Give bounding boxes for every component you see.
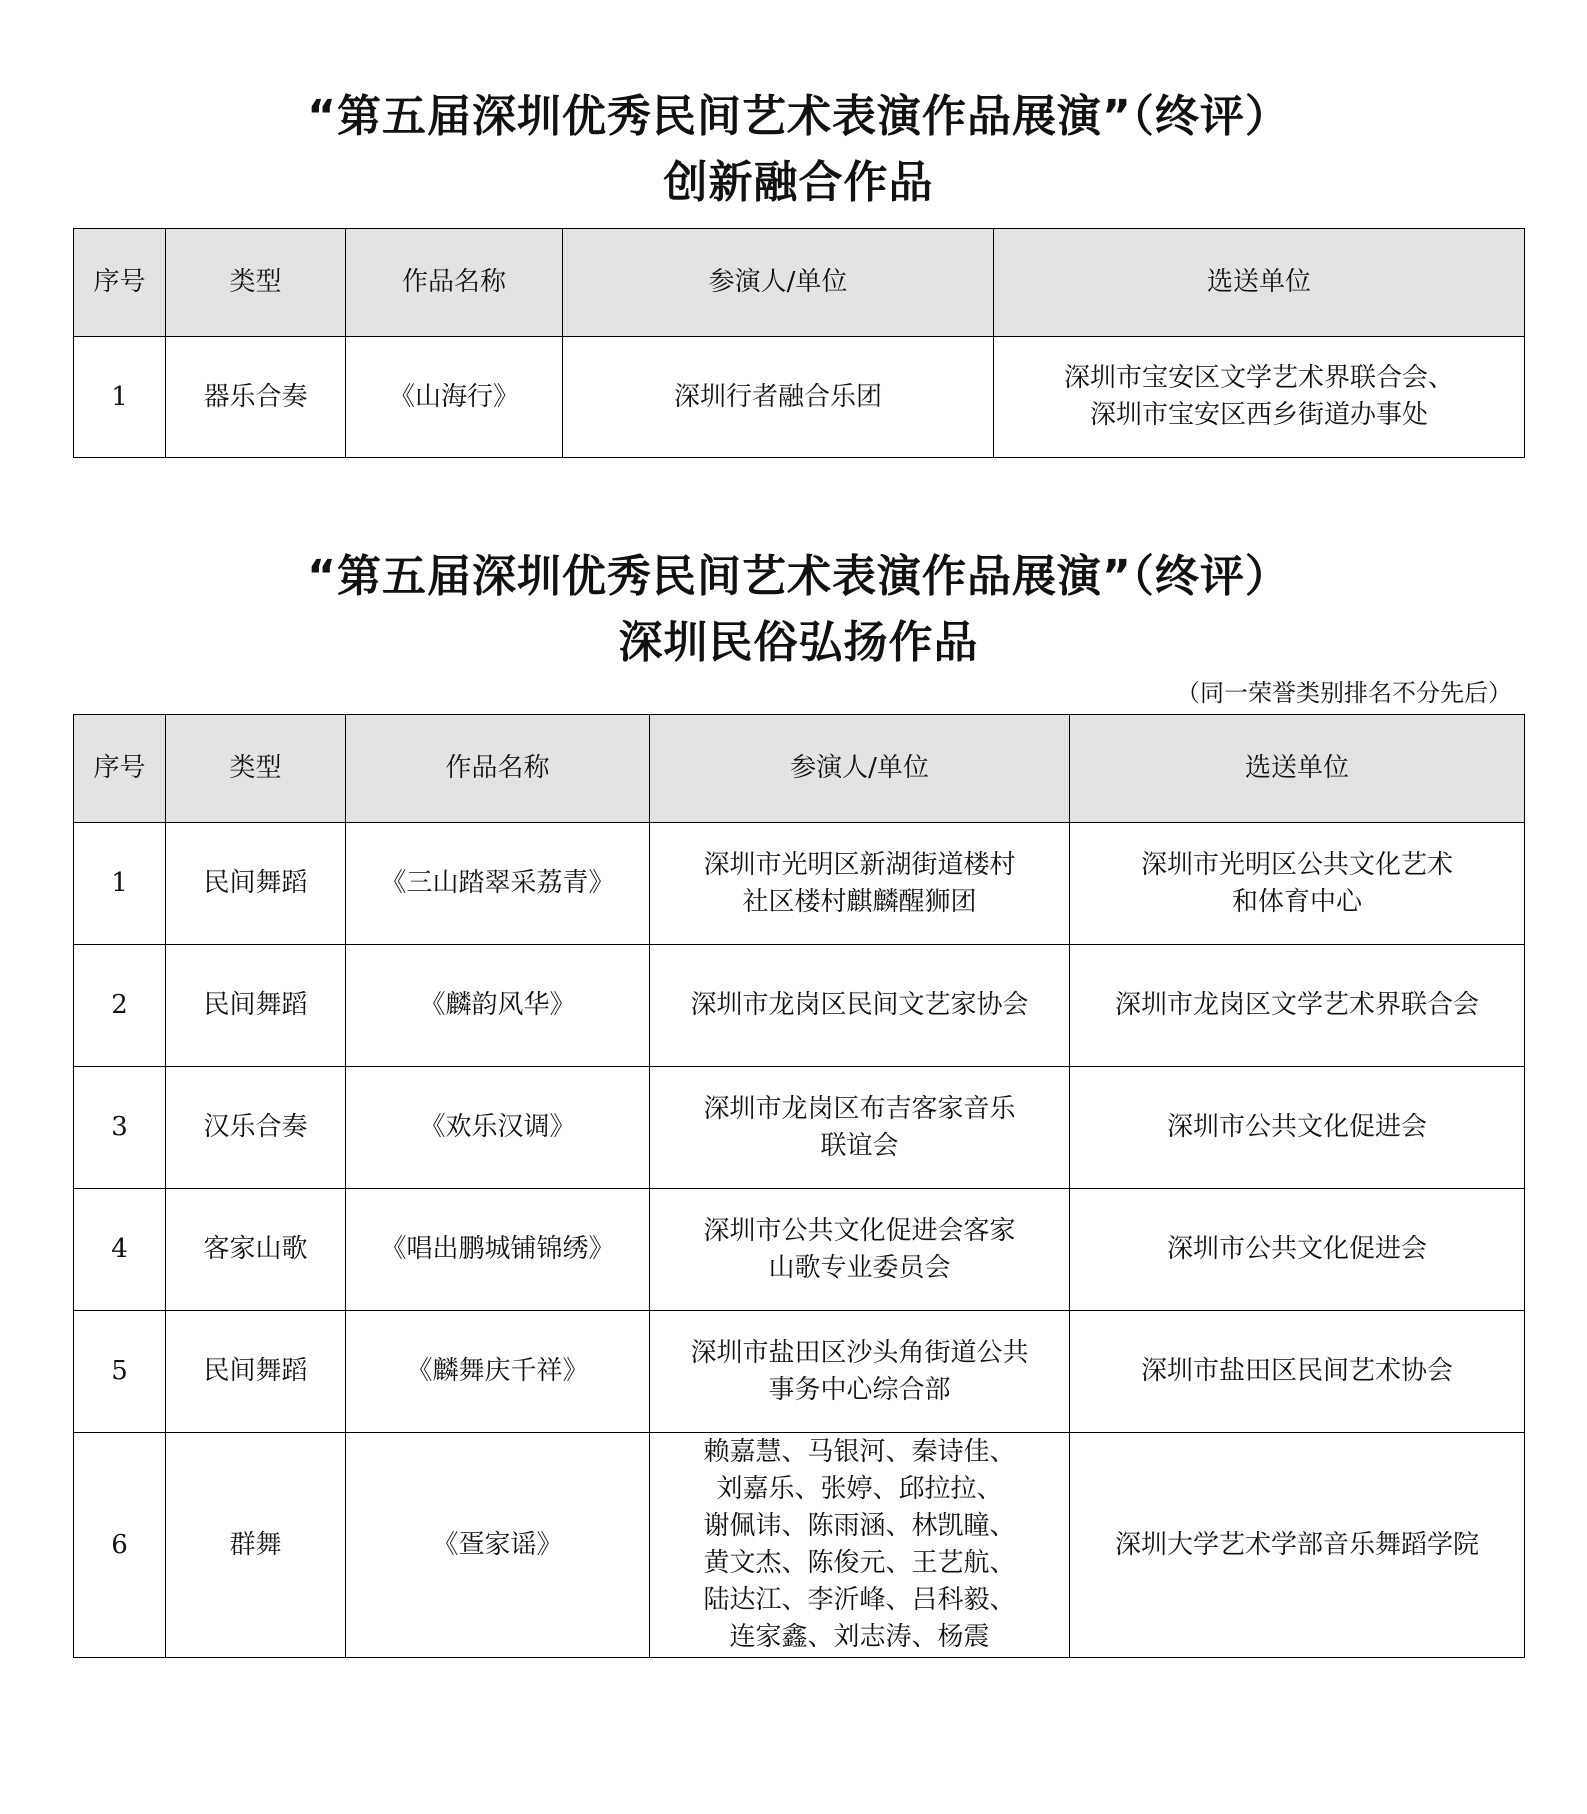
cell-performer — [650, 945, 1070, 1067]
cell-performer — [650, 1311, 1070, 1433]
cell-type: 民间舞蹈 — [166, 823, 346, 945]
table-row — [74, 945, 1525, 1067]
table-row — [74, 823, 1525, 945]
cell-sender-text: 深圳市公共文化促进会 — [1166, 1234, 1427, 1264]
cell-work: 《山海行》 — [346, 337, 563, 458]
header-seq: 序号 — [74, 229, 166, 337]
cell-seq: 4 — [74, 1189, 166, 1311]
cell-performer — [650, 823, 1070, 945]
cell-seq: 3 — [74, 1067, 166, 1189]
cell-sender — [1070, 823, 1525, 945]
header-sender: 选送单位 — [994, 229, 1525, 337]
table-row — [74, 1189, 1525, 1311]
section2-title-line1: “第五届深圳优秀民间艺术表演作品展演”（终评） — [307, 551, 1290, 602]
cell-seq: 1 — [74, 337, 166, 458]
cell-performer-text: 深圳市龙岗区布吉客家音乐 联谊会 — [703, 1093, 1016, 1161]
cell-work: 《唱出鹏城铺锦绣》 — [346, 1189, 650, 1311]
cell-sender — [1070, 1433, 1525, 1658]
cell-work: 《麟韵风华》 — [346, 945, 650, 1067]
header-type: 类型 — [166, 715, 346, 823]
section1-title-line1: “第五届深圳优秀民间艺术表演作品展演”（终评） — [307, 91, 1290, 142]
cell-type: 民间舞蹈 — [166, 1311, 346, 1433]
cell-work: 《三山踏翠采荔青》 — [346, 823, 650, 945]
cell-performer-text: 深圳市龙岗区民间文艺家协会 — [690, 990, 1029, 1020]
cell-performer-text: 深圳市公共文化促进会客家 山歌专业委员会 — [703, 1215, 1016, 1283]
cell-seq: 2 — [74, 945, 166, 1067]
cell-sender-text: 深圳大学艺术学部音乐舞蹈学院 — [1114, 1529, 1479, 1560]
cell-work: 《欢乐汉调》 — [346, 1067, 650, 1189]
header-work: 作品名称 — [346, 229, 563, 337]
cell-work: 《疍家谣》 — [346, 1433, 650, 1658]
cell-sender — [1070, 1189, 1525, 1311]
cell-sender-text: 深圳市光明区公共文化艺术 和体育中心 — [1140, 849, 1453, 917]
section2-title-line2: 深圳民俗弘扬作品 — [618, 617, 979, 668]
section-innovation-works — [73, 84, 1524, 458]
cell-performer: 深圳行者融合乐团 — [563, 337, 994, 458]
table-header-row — [74, 229, 1525, 337]
cell-performer-text: 深圳市光明区新湖街道楼村 社区楼村麒麟醒狮团 — [703, 849, 1016, 917]
ranking-note: （同一荣誉类别排名不分先后） — [1176, 679, 1512, 707]
header-work: 作品名称 — [346, 715, 650, 823]
cell-performer — [650, 1189, 1070, 1311]
table-row — [74, 1433, 1525, 1658]
cell-type: 民间舞蹈 — [166, 945, 346, 1067]
cell-sender-text: 深圳市公共文化促进会 — [1166, 1112, 1427, 1142]
cell-sender-text: 深圳市盐田区民间艺术协会 — [1140, 1356, 1453, 1386]
cell-seq: 6 — [74, 1433, 166, 1658]
folk-works-table — [73, 714, 1525, 1658]
section1-title-line2: 创新融合作品 — [663, 157, 934, 208]
cell-type: 器乐合奏 — [166, 337, 346, 458]
section-folk-works — [73, 544, 1524, 1658]
header-seq: 序号 — [74, 715, 166, 823]
cell-type: 汉乐合奏 — [166, 1067, 346, 1189]
header-sender: 选送单位 — [1070, 715, 1525, 823]
cell-type: 群舞 — [166, 1433, 346, 1658]
table-row — [74, 1311, 1525, 1433]
cell-sender — [1070, 1311, 1525, 1433]
cell-sender-text: 深圳市龙岗区文学艺术界联合会 — [1114, 990, 1479, 1020]
cell-seq: 5 — [74, 1311, 166, 1433]
cell-sender-text: 深圳市宝安区文学艺术界联合会、 深圳市宝安区西乡街道办事处 — [1063, 363, 1454, 430]
cell-performer-text: 深圳市盐田区沙头角街道公共 事务中心综合部 — [690, 1337, 1029, 1405]
header-type: 类型 — [166, 229, 346, 337]
header-performer: 参演人/单位 — [650, 715, 1070, 823]
cell-sender — [994, 337, 1525, 458]
table-header-row — [74, 715, 1525, 823]
cell-performer-text: 赖嘉慧、马银河、秦诗佳、 刘嘉乐、张婷、邱拉拉、 谢佩讳、陈雨涵、林凯瞳、 黄文杰、陈俊元、王艺航、 陆达江、李沂峰、吕科毅、 连家鑫、刘志涛、杨震 — [703, 1437, 1016, 1652]
table-row — [74, 337, 1525, 458]
cell-sender — [1070, 945, 1525, 1067]
cell-type: 客家山歌 — [166, 1189, 346, 1311]
cell-seq: 1 — [74, 823, 166, 945]
cell-performer — [650, 1067, 1070, 1189]
table-row — [74, 1067, 1525, 1189]
cell-sender — [1070, 1067, 1525, 1189]
header-performer: 参演人/单位 — [563, 229, 994, 337]
innovation-works-table — [73, 228, 1525, 458]
cell-performer — [650, 1433, 1070, 1658]
cell-work: 《麟舞庆千祥》 — [346, 1311, 650, 1433]
